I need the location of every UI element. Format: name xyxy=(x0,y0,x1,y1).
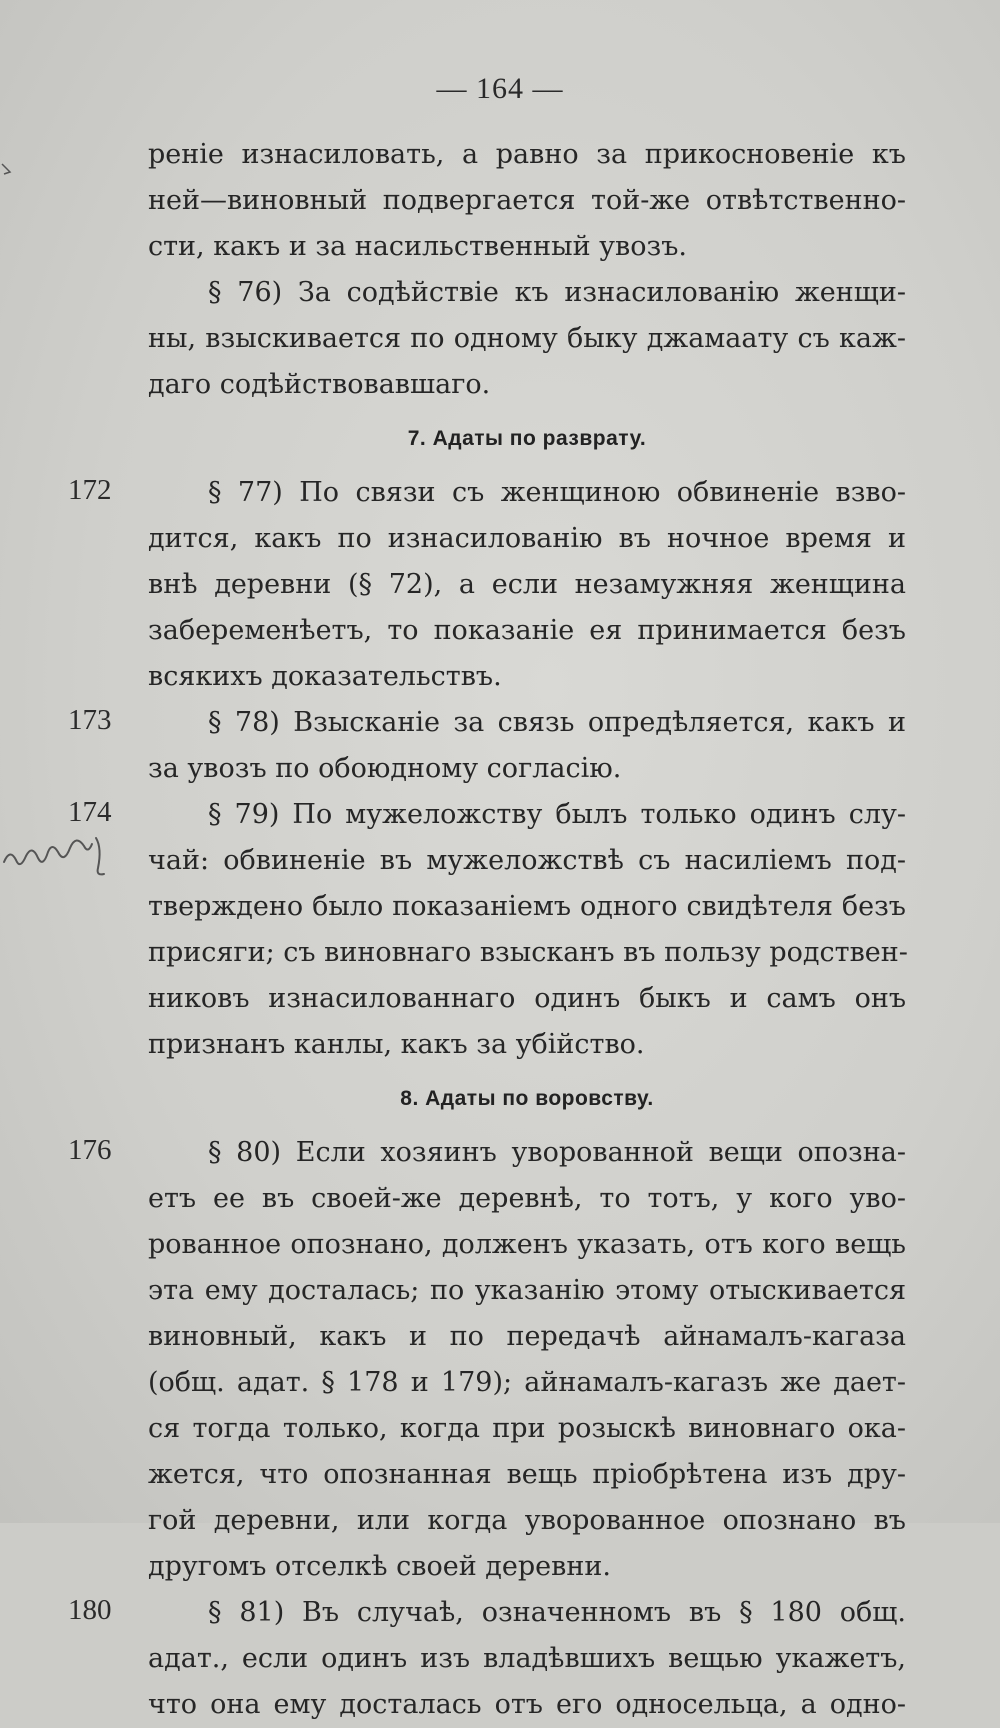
text-line: виновный, какъ и по передачѣ айнамалъ-кагаза xyxy=(148,1321,906,1352)
margin-mark xyxy=(0,160,20,180)
section-title: 8. Адаты по воровству. xyxy=(400,1087,654,1110)
text-line: жется, что опознанная вещь пріобрѣтена изъ дру- xyxy=(148,1459,906,1490)
text-line: всякихъ доказательствъ. xyxy=(148,661,502,692)
text-line: ны, взыскивается по одному быку джамаату съ каж- xyxy=(148,323,906,354)
section-title: 7. Адаты по разврату. xyxy=(407,427,647,450)
body-text xyxy=(148,132,906,1728)
text-line: никовъ изнасилованнаго одинъ быкъ и самъ онъ xyxy=(148,983,906,1014)
margin-reference-number: 172 xyxy=(68,474,112,506)
text-line: § 80) Если хозяинъ уворованной вещи опозна- xyxy=(208,1137,906,1168)
text-line: дится, какъ по изнасилованію въ ночное время и xyxy=(148,523,906,554)
text-line: адат., если одинъ изъ владѣвшихъ вещью укажетъ, xyxy=(148,1643,906,1674)
text-line: гой деревни, или когда уворованное опознано въ xyxy=(148,1505,906,1536)
text-line: § 78) Взысканіе за связь опредѣляется, какъ и xyxy=(208,707,906,738)
text-line: рованное опознано, долженъ указать, отъ кого вещь xyxy=(148,1229,906,1260)
page-number: — 164 — xyxy=(436,72,564,105)
text-line: за увозъ по обоюдному согласію. xyxy=(148,753,622,784)
text-line: сти, какъ и за насильственный увозъ. xyxy=(148,231,687,262)
text-line: что она ему досталась отъ его односельца, а одно- xyxy=(148,1689,906,1720)
text-line: § 77) По связи съ женщиною обвиненіе взво- xyxy=(208,477,906,508)
text-line: чай: обвиненіе въ мужеложствѣ съ насиліемъ под- xyxy=(148,845,906,876)
margin-reference-number: 174 xyxy=(68,796,112,828)
text-line: даго содѣйствовавшаго. xyxy=(148,369,491,400)
margin-reference-number: 173 xyxy=(68,704,112,736)
text-line: ся тогда только, когда при розыскѣ виновнаго ока- xyxy=(148,1413,906,1444)
text-line: § 81) Въ случаѣ, означенномъ въ § 180 общ. xyxy=(208,1597,906,1628)
text-line: етъ ее въ своей-же деревнѣ, то тотъ, у кого уво- xyxy=(148,1183,906,1214)
text-line: другомъ отселкѣ своей деревни. xyxy=(148,1551,611,1582)
text-line: (общ. адат. § 178 и 179); айнамалъ-кагазъ же дает- xyxy=(148,1367,906,1398)
text-line: тверждено было показаніемъ одного свидѣтеля безъ xyxy=(148,891,906,922)
text-line: забеременѣетъ, то показаніе ея принимается безъ xyxy=(148,615,906,646)
text-line: присяги; съ виновнаго взысканъ въ пользу родствен- xyxy=(148,937,908,968)
text-line: внѣ деревни (§ 72), а если незамужняя женщина xyxy=(148,569,906,600)
text-line: § 79) По мужеложству былъ только одинъ слу- xyxy=(208,799,906,830)
handwritten-pencil-note xyxy=(0,832,150,882)
text-line: ней—виновный подвергается той-же отвѣтственно- xyxy=(148,185,906,216)
margin-reference-number: 180 xyxy=(68,1594,112,1626)
margin-reference-number: 176 xyxy=(68,1134,112,1166)
text-line: признанъ канлы, какъ за убійство. xyxy=(148,1029,645,1060)
text-line: § 76) За содѣйствіе къ изнасилованію женщи- xyxy=(208,277,906,308)
text-line: эта ему досталась; по указанію этому отыскивается xyxy=(148,1275,906,1306)
text-line: реніе изнасиловать, а равно за прикосновеніе къ xyxy=(148,139,906,170)
